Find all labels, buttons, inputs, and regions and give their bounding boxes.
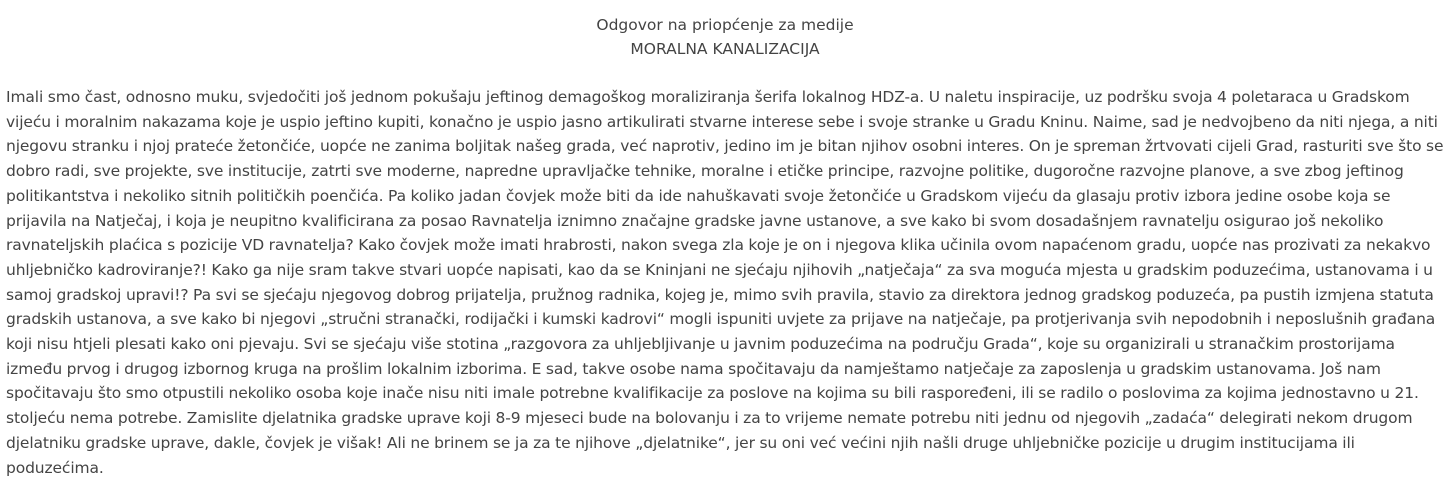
document-header [6, 0, 1444, 61]
header-subtitle: Odgovor na priopćenje za medije [596, 16, 854, 34]
body-paragraph: Imali smo čast, odnosno muku, svjedočiti još jednom pokušaju jeftinog demagoškog moraliziranja šerifa lokalnog HDZ-a. U naletu inspiracije, uz podršku svoja 4 poletaraca u Gradskom vijeću i moralnim nakazama koje je uspio jeftino kupiti, konačno je uspio jasno artikulirati stvarne interese sebe i svoje stranke u Gradu Kninu. Naime, sad je nedvojbeno da niti njega, a niti njegovu stranku i njoj prateće žetončiće, uopće ne zanima boljitak našeg grada, već naprotiv, jedino im je bitan njihov osobni interes. On je spreman žrtvovati cijeli Grad, rasturiti sve što se dobro radi, sve projekte, sve institucije, zatrti sve moderne, napredne upravljačke tehnike, moralne i etičke principe, razvojne politike, dugoročne razvojne planove, a sve zbog jeftinog politikantstva i nekoliko sitnih političkih poenčića. Pa koliko jadan čovjek može biti da ide nahuškavati svoje žetončiće u Gradskom vijeću da glasaju protiv izbora jedine osobe koja se prijavila na Natječaj, i koja je neupitno kvalificirana za posao Ravnatelja iznimno značajne gradske javne ustanove, a sve kako bi svom dosadašnjem ravnatelju osigurao još nekoliko ravnateljskih plaćica s pozicije VD ravnatelja? Kako čovjek može imati hrabrosti, nakon svega zla koje je on i njegova klika učinila ovom napaćenom gradu, uopće nas prozivati za nekakvo uhljebničko kadroviranje?! Kako ga nije sram takve stvari uopće napisati, kao da se Kninjani ne sjećaju njihovih „natječaja“ za sva moguća mjesta u gradskim poduzećima, ustanovama i u samoj gradskoj upravi!? Pa svi se sjećaju njegovog dobrog prijatelja, pružnog radnika, kojeg je, mimo svih pravila, stavio za direktora jednog gradskog poduzeća, pa pustih izmjena statuta gradskih ustanova, a sve kako bi njegovi „stručni stranački, rodijački i kumski kadrovi“ mogli ispuniti uvjete za prijave na natječaje, pa protjerivanja svih nepodobnih i neposlušnih građana koji nisu htjeli plesati kako oni pjevaju. Svi se sjećaju više stotina „razgovora za uhljebljivanje u javnim poduzećima na području Grada“, koje su organizirali u stranačkim prostorijama između prvog i drugog izbornog kruga na prošlim lokalnim izborima. E sad, takve osobe nama spočitavaju da namještamo natječaje za zaposlenja u gradskim ustanovama. Još nam spočitavaju što smo otpustili nekoliko osoba koje inače nisu niti imale potrebne kvalifikacije za poslove na kojima su bili raspoređeni, ili se radilo o poslovima za kojima jednostavno u 21. stoljeću nema potrebe. Zamislite djelatnika gradske uprave koji 8-9 mjeseci bude na bolovanju i za to vrijeme nemate potrebu niti jednu od njegovih „zadaća“ delegirati nekom drugom djelatniku gradske uprave, dakle, čovjek je višak! Ali ne brinem se ja za te njihove „djelatnike“, jer su oni već većini njih našli druge uhljebničke pozicije u drugim institucijama ili poduzećima. [6, 88, 1444, 477]
document-title: MORALNA KANALIZACIJA [630, 40, 820, 58]
